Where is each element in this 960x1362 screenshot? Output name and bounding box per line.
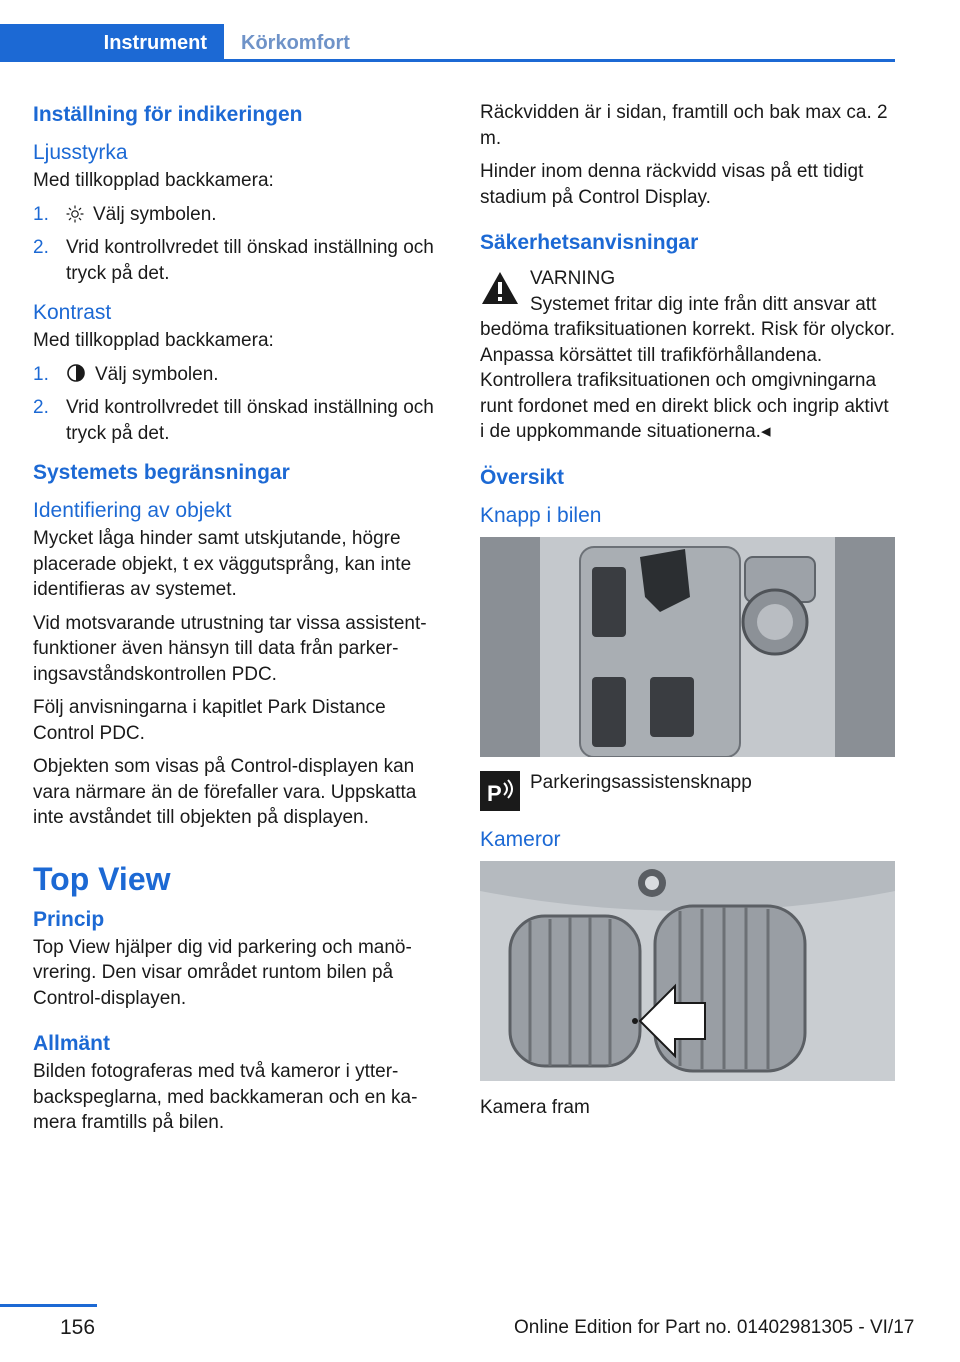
- list-item: [33, 395, 451, 446]
- contrast-steps: [33, 362, 451, 447]
- heading-contrast: Kontrast: [33, 301, 112, 324]
- warning-block: [480, 266, 898, 292]
- camera-photo: [480, 861, 895, 1081]
- footer-rule: [0, 1304, 97, 1307]
- heading-overview: Översikt: [480, 465, 565, 489]
- header-bar: [0, 0, 895, 62]
- camera-caption: Kamera fram: [480, 1096, 590, 1118]
- paragraph: Vid motsvarande utrustning tar vissa assistentfunktioner även hänsyn till data från parkeringsavståndskontrollen PDC.: [33, 612, 427, 685]
- step-number: 1.: [33, 363, 49, 385]
- heading-button: Knapp i bilen: [480, 503, 602, 527]
- paragraph: Objekten som visas på Control-displayen kan vara närmare än de förefaller vara. Uppskatta inte avståndet till objekten på displayen.: [33, 756, 417, 828]
- heading-limits: Systemets begränsningar: [33, 461, 290, 484]
- heading-cameras: Kameror: [480, 827, 561, 851]
- edition-text: Online Edition for Part no. 01402981305 - VI/17: [514, 1317, 915, 1338]
- brightness-intro: Med tillkopplad backkamera:: [33, 170, 274, 191]
- step-text: Vrid kontrollvredet till önskad inställning och tryck på det.: [66, 397, 434, 444]
- paragraph: Mycket låga hinder samt utskjutande, högre placerade objekt, t ex väggutsprång, kan inte identifieras av systemet.: [33, 528, 412, 600]
- paragraph: Hinder inom denna räckvidd visas på ett tidigt stadium på Control Display.: [480, 161, 864, 208]
- paragraph: Top View hjälper dig vid parkering och manövrering. Den visar området runtom bilen på Control-displayen.: [33, 936, 412, 1009]
- heading-principle: Princip: [33, 907, 105, 931]
- step-number: 2.: [33, 397, 49, 418]
- list-item: [33, 362, 451, 391]
- paragraph: Räckvidden är i sidan, framtill och bak max ca. 2 m.: [480, 102, 888, 149]
- legend-park-assist: [480, 771, 898, 811]
- heading-general: Allmänt: [33, 1032, 111, 1055]
- parking-assist-icon: [480, 771, 520, 811]
- tab-korkomfort[interactable]: Körkomfort: [241, 32, 350, 54]
- contrast-icon: [66, 363, 86, 391]
- heading-settings: Inställning för indikeringen: [33, 103, 303, 126]
- paragraph: Bilden fotograferas med två kameror i ytterbackspeglarna, med backkameran och en kamera framtills på bilen.: [33, 1061, 418, 1133]
- left-column: [33, 100, 451, 1144]
- step-number: 1.: [33, 203, 49, 225]
- button-photo: [480, 537, 895, 757]
- step-text: Välj symbolen.: [93, 203, 217, 225]
- list-item: [33, 202, 451, 231]
- list-item: [33, 235, 451, 286]
- legend-text: Parkeringsassistensknapp: [530, 771, 752, 793]
- step-text: Välj symbolen.: [95, 363, 219, 385]
- step-number: 2.: [33, 237, 49, 258]
- brightness-icon: [66, 205, 84, 231]
- contrast-intro: Med tillkopplad backkamera:: [33, 330, 274, 351]
- heading-top-view: Top View: [33, 860, 171, 897]
- tab-instrument[interactable]: Instrument: [0, 24, 224, 62]
- heading-brightness: Ljusstyrka: [33, 141, 128, 164]
- warning-triangle-icon: [480, 270, 520, 311]
- svg-text:P: P: [487, 780, 502, 806]
- paragraph: Följ anvisningarna i kapitlet Park Distance Control PDC.: [33, 697, 386, 744]
- brightness-steps: [33, 202, 451, 287]
- step-text: Vrid kontrollvredet till önskad inställning och tryck på det.: [66, 237, 434, 284]
- page-number: 156: [60, 1316, 96, 1339]
- warning-label: VARNING: [530, 268, 616, 289]
- header-rule: [0, 59, 895, 62]
- heading-safety: Säkerhetsanvisningar: [480, 231, 699, 254]
- heading-identification: Identifiering av objekt: [33, 499, 232, 522]
- warning-text: Systemet fritar dig inte från ditt ansvar att bedöma trafiksituationen korrekt. Risk för olyckor. Anpassa körsättet till trafikförhållandena. Kontrollera trafiksituationen och omgivningarna runt fordonet med en direkt blick och ingrip aktivt i de uppkommande situationerna.◂: [480, 293, 896, 442]
- right-column: [480, 100, 898, 1128]
